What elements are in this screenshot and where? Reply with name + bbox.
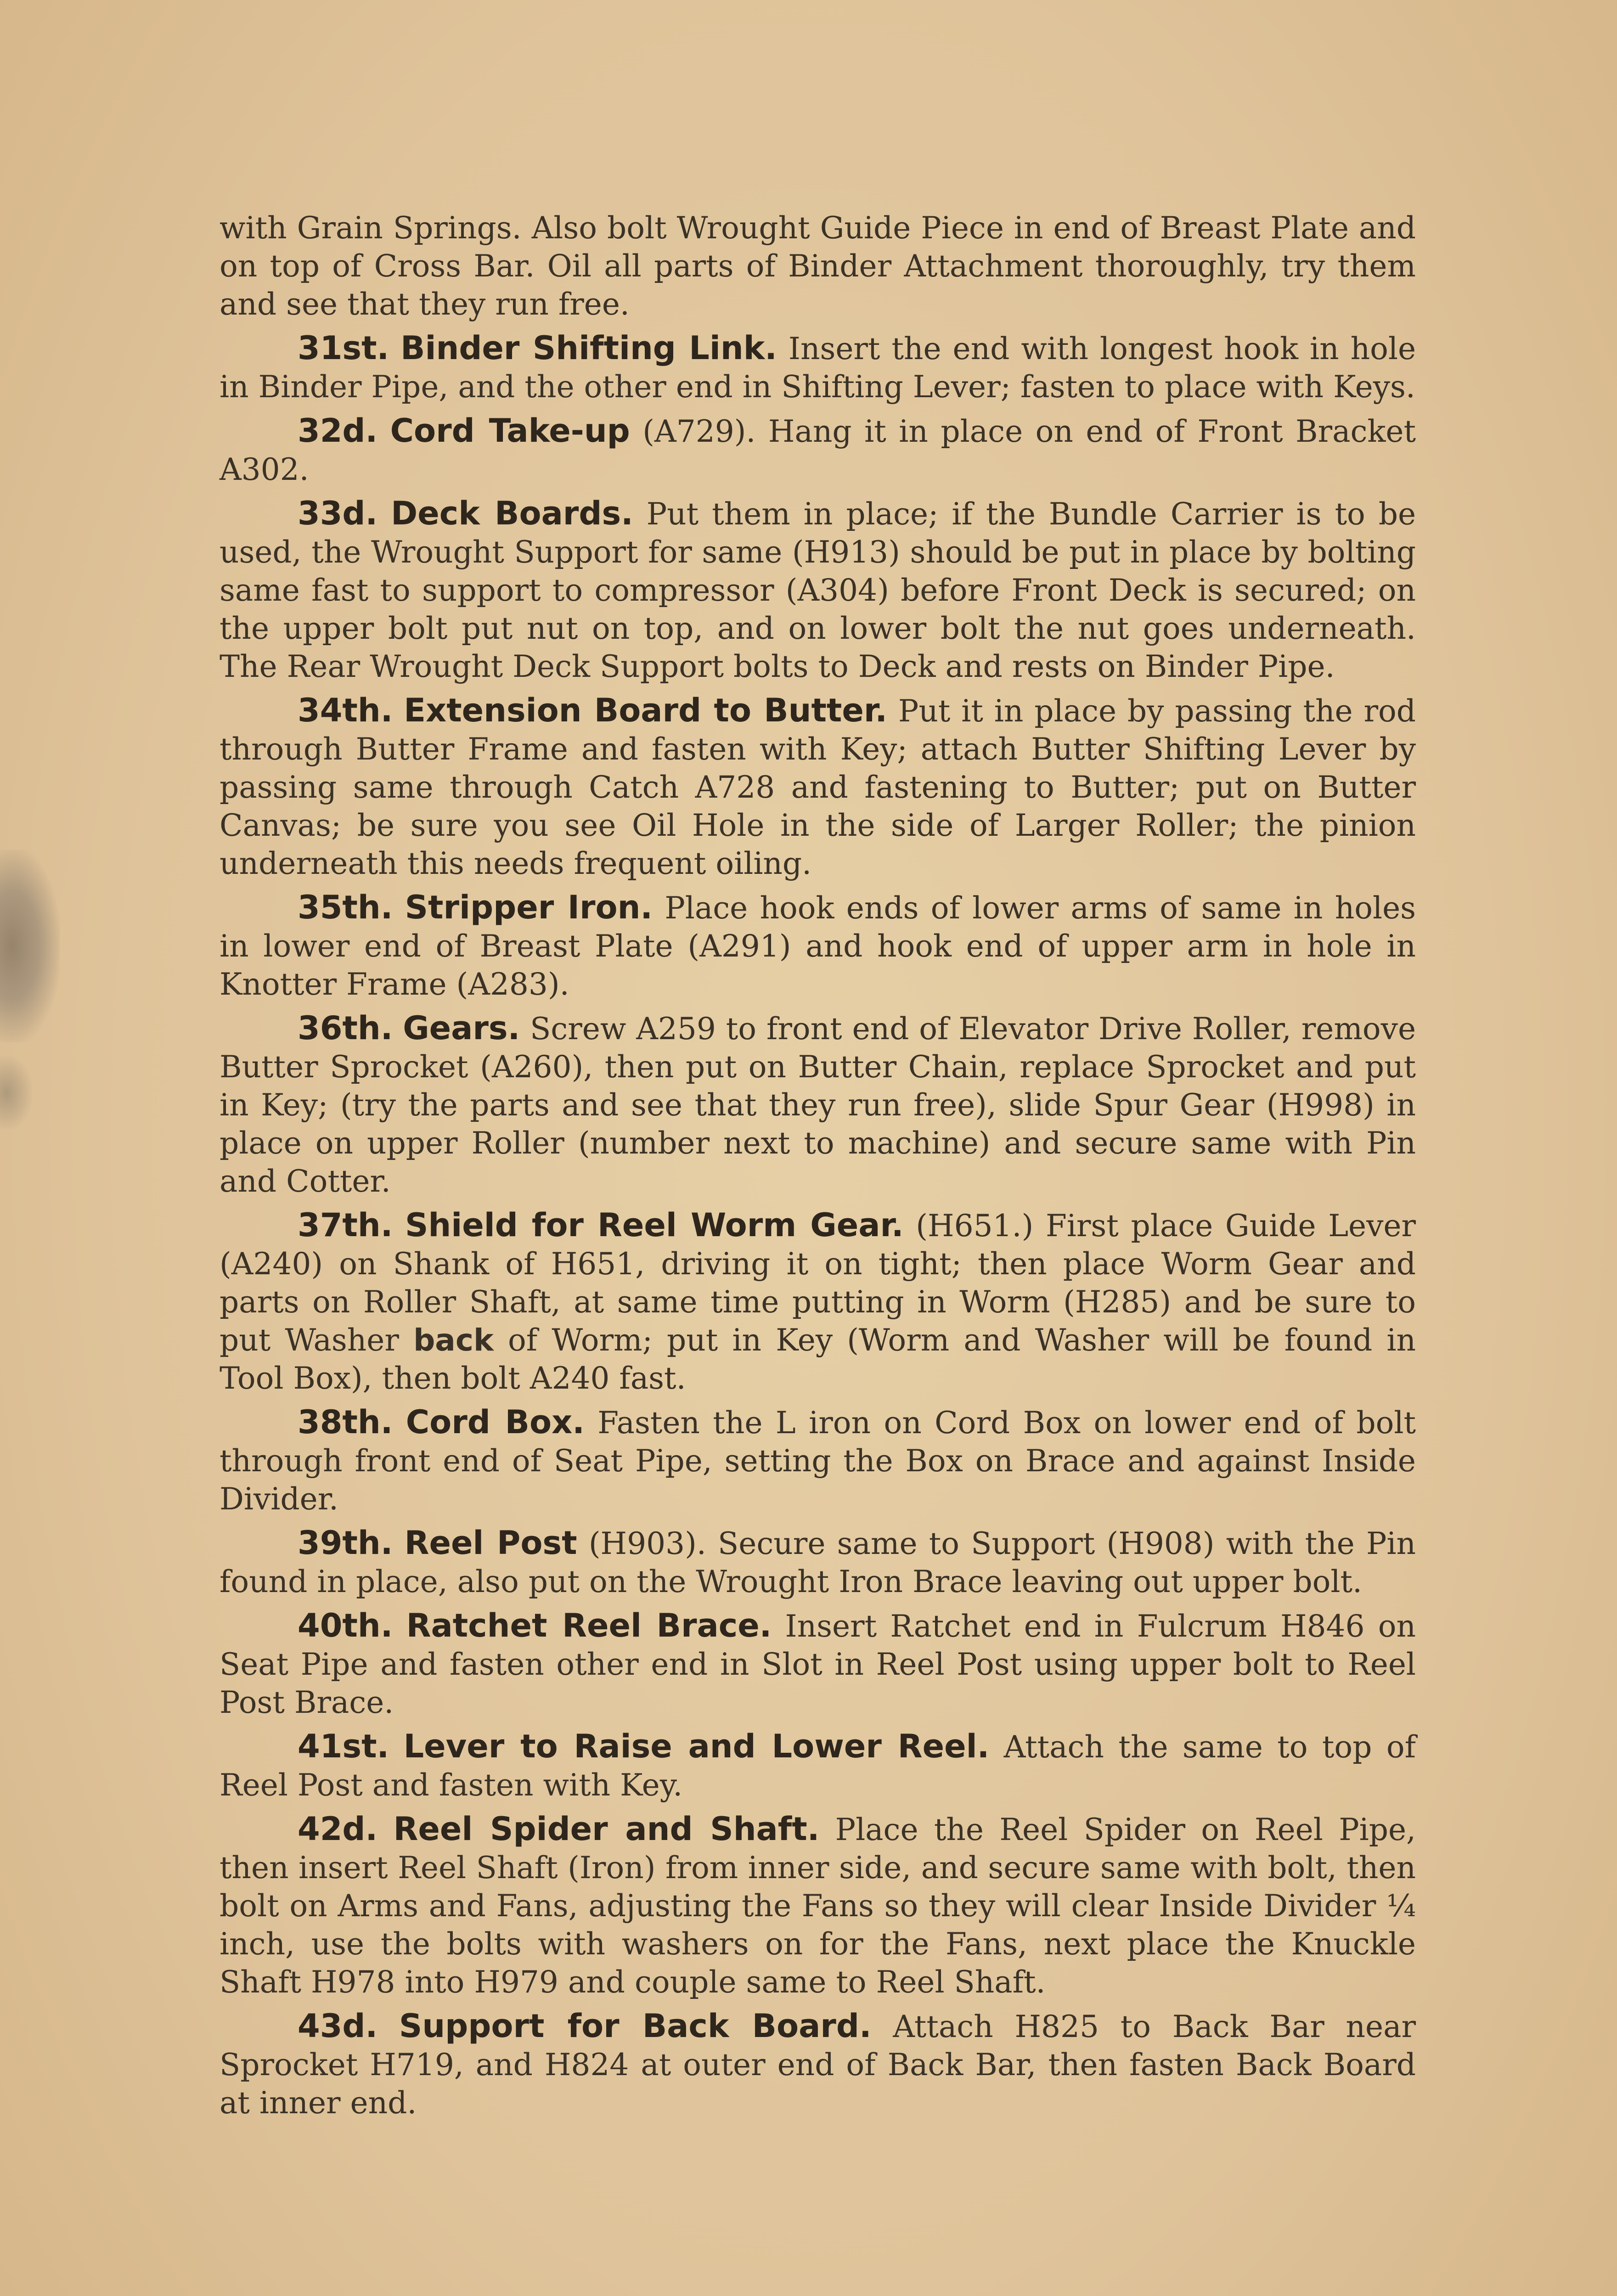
- section-body: Place the Reel Spider on Reel Pipe, then insert Reel Shaft (Iron) from inner side, and secure same with bolt, then bolt on Arms and Fans, adjusting the Fans so they will clear Inside Divider ¼ inch, use the bolts with washers on for the Fans, next place the Knuckle Shaft H978 into H979 and couple same to Reel Shaft.: [220, 1812, 1416, 2000]
- section-body: Insert the end with longest hook in hole in Binder Pipe, and the other end in Shifting Lever; fasten to place with Keys.: [220, 331, 1416, 405]
- section-heading: Lever to Raise and Lower Reel.: [403, 1728, 990, 1765]
- section-body: Put them in place; if the Bundle Carrier is to be used, the Wrought Support for same (H913) should be put in place by bolting same fast to support to compressor (A304) before Front Deck is secured; on the upper bolt put nut on top, and on lower bolt the nut goes underneath. The Rear Wrought Deck Support bolts to Deck and rests on Binder Pipe.: [220, 496, 1416, 684]
- page-stain: [0, 850, 60, 1042]
- section-38: [220, 1403, 1416, 1518]
- section-number: 43d.: [298, 2007, 378, 2045]
- section-body: Insert Ratchet end in Fulcrum H846 on Seat Pipe and fasten other end in Slot in Reel Post using upper bolt to Reel Post Brace.: [220, 1609, 1416, 1720]
- section-heading: Gears.: [403, 1009, 520, 1047]
- section-heading: Shield for Reel Worm Gear.: [405, 1206, 904, 1244]
- section-36: [220, 1009, 1416, 1200]
- section-number: 42d.: [298, 1810, 378, 1848]
- section-heading: Ratchet Reel Brace.: [406, 1607, 772, 1644]
- section-31: [220, 329, 1416, 406]
- section-body-emphasis: back: [413, 1322, 494, 1358]
- section-body: (H903). Secure same to Support (H908) with the Pin found in place, also put on the Wrought Iron Brace leaving out upper bolt.: [220, 1526, 1416, 1599]
- section-body: Attach H825 to Back Bar near Sprocket H719, and H824 at outer end of Back Bar, then fasten Back Board at inner end.: [220, 2009, 1416, 2121]
- section-35: [220, 889, 1416, 1003]
- section-body-post: of Worm; put in Key (Worm and Washer will be found in Tool Box), then bolt A240 fast.: [220, 1322, 1416, 1396]
- section-body: (A729). Hang it in place on end of Front Bracket A302.: [220, 414, 1416, 487]
- section-heading: Reel Spider and Shaft.: [393, 1810, 820, 1848]
- section-43: [220, 2007, 1416, 2122]
- section-number: 37th.: [298, 1206, 393, 1244]
- section-heading: Cord Take-up: [390, 412, 630, 450]
- section-34: [220, 692, 1416, 883]
- body-text: [220, 209, 1416, 2128]
- section-32: [220, 412, 1416, 489]
- section-body: Fasten the L iron on Cord Box on lower end of bolt through front end of Seat Pipe, setting the Box on Brace and against Inside Divider.: [220, 1405, 1416, 1517]
- section-40: [220, 1607, 1416, 1722]
- section-number: 34th.: [298, 692, 393, 729]
- page-stain-small: [0, 1056, 32, 1130]
- section-number: 36th.: [298, 1009, 393, 1047]
- section-number: 40th.: [298, 1607, 393, 1644]
- section-number: 33d.: [298, 495, 378, 532]
- section-33: [220, 495, 1416, 686]
- intro-paragraph: with Grain Springs. Also bolt Wrought Guide Piece in end of Breast Plate and on top of Cross Bar. Oil all parts of Binder Attachment thoroughly, try them and see that they run free.: [220, 210, 1416, 322]
- section-39: [220, 1524, 1416, 1601]
- section-42: [220, 1810, 1416, 2001]
- section-body: Put it in place by passing the rod through Butter Frame and fasten with Key; attach Butter Shifting Lever by passing same through Catch A728 and fastening to Butter; put on Butter Canvas; be sure you see Oil Hole in the side of Larger Roller; the pinion underneath this needs frequent oiling.: [220, 693, 1416, 881]
- section-number: 35th.: [298, 889, 393, 926]
- section-heading: Extension Board to Butter.: [404, 692, 887, 729]
- section-number: 41st.: [298, 1728, 389, 1765]
- section-body: Place hook ends of lower arms of same in holes in lower end of Breast Plate (A291) and hook end of upper arm in hole in Knotter Frame (A283).: [220, 890, 1416, 1002]
- section-41: [220, 1728, 1416, 1804]
- section-heading: Support for Back Board.: [399, 2007, 872, 2045]
- section-body: Screw A259 to front end of Elevator Drive Roller, remove Butter Sprocket (A260), then put on Butter Chain, replace Sprocket and put in Key; (try the parts and see that they run free), slide Spur Gear (H998) in place on upper Roller (number next to machine) and secure same with Pin and Cotter.: [220, 1011, 1416, 1199]
- section-heading: Stripper Iron.: [405, 889, 653, 926]
- section-heading: Binder Shifting Link.: [400, 329, 777, 367]
- section-number: 31st.: [298, 329, 389, 367]
- section-body-pre: (H651.) First place Guide Lever (A240) on Shank of H651, driving it on tight; then place Worm Gear and parts on Roller Shaft, at same time putting in Worm (H285) and be sure to put Washer: [220, 1208, 1416, 1358]
- section-number: 38th.: [298, 1403, 393, 1441]
- section-number: 39th.: [298, 1524, 393, 1562]
- section-heading: Deck Boards.: [391, 495, 633, 532]
- section-37: [220, 1206, 1416, 1397]
- section-heading: Reel Post: [404, 1524, 577, 1562]
- section-heading: Cord Box.: [406, 1403, 585, 1441]
- section-number: 32d.: [298, 412, 378, 450]
- section-body: Attach the same to top of Reel Post and fasten with Key.: [220, 1729, 1416, 1803]
